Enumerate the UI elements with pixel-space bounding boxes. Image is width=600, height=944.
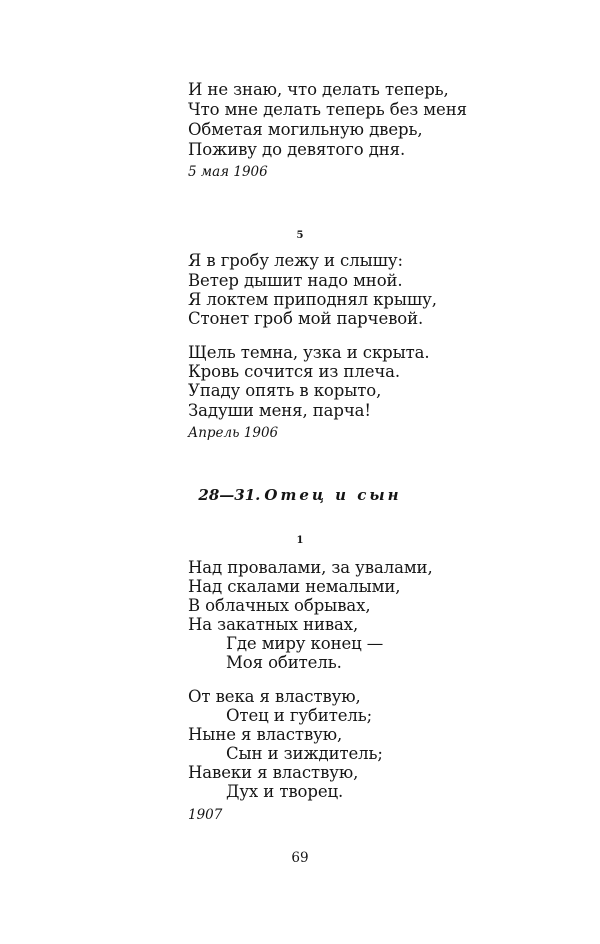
section-title (0, 485, 600, 505)
poem-line: На закатных нивах, (188, 615, 359, 634)
poem-date: 5 мая 1906 (188, 164, 268, 180)
poem-line: Задуши меня, парча! (188, 401, 371, 420)
poem-date: Апрель 1906 (188, 425, 279, 441)
poem-line: Обметая могильную дверь, (188, 120, 423, 139)
poem-line: Щель темна, узка и скрыта. (188, 343, 430, 362)
poem-line: Ветер дышит надо мной. (188, 271, 403, 290)
poem-line: Моя обитель. (226, 653, 342, 672)
poem-line: Над скалами немалыми, (188, 577, 401, 596)
poem-line: Что мне делать теперь без меня (188, 100, 467, 119)
section-numbers: 28—31. (198, 486, 261, 504)
poem-line: Кровь сочится из плеча. (188, 362, 401, 381)
section-title-text: Отец и сын (264, 486, 402, 504)
poem-line: Поживу до девятого дня. (188, 140, 406, 159)
poem-number: 5 (296, 230, 304, 241)
poem-line: Над провалами, за увалами, (188, 558, 433, 577)
poem-line: Где миру конец — (226, 634, 384, 653)
poem-line: Я в гробу лежу и слышу: (188, 251, 403, 270)
poem-date: 1907 (188, 807, 223, 823)
poem-line: Стонет гроб мой парчевой. (188, 309, 424, 328)
poem-line: Упаду опять в корыто, (188, 381, 382, 400)
poem-line: От века я властвую, (188, 687, 361, 706)
page-number: 69 (291, 850, 309, 866)
poem-line: Ныне я властвую, (188, 725, 343, 744)
poem-line: Навеки я властвую, (188, 763, 359, 782)
poem-line: Отец и губитель; (226, 706, 373, 725)
poem-line: Дух и творец. (226, 782, 344, 801)
poem-line: И не знаю, что делать теперь, (188, 80, 449, 99)
poem-line: Сын и зиждитель; (226, 744, 383, 763)
poem-line: Я локтем приподнял крышу, (188, 290, 437, 309)
poem-number: 1 (296, 535, 304, 546)
poem-line: В облачных обрывах, (188, 596, 371, 615)
